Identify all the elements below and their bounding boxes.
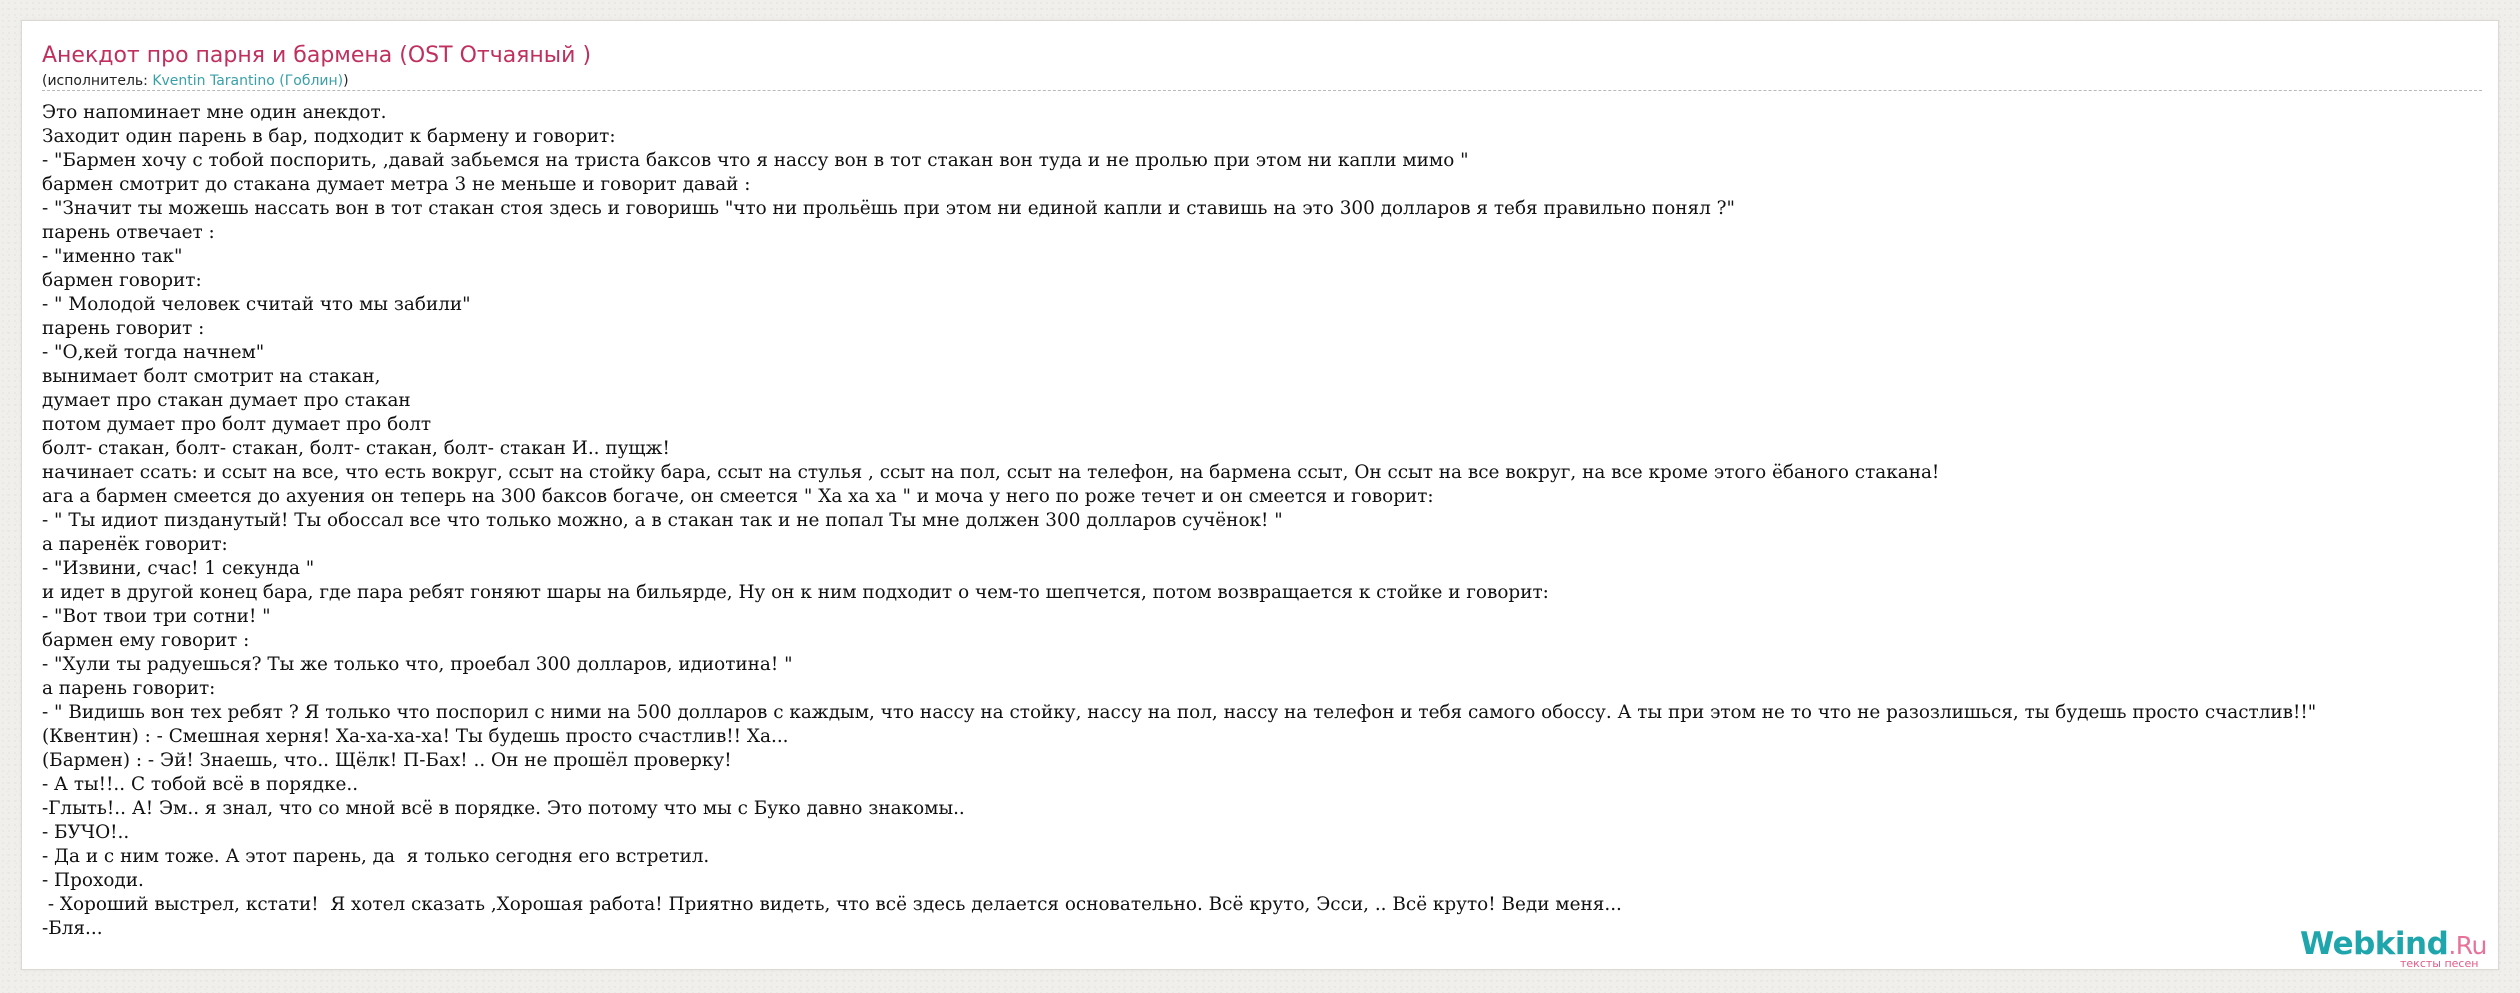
performer-line — [42, 72, 349, 90]
content-panel — [21, 20, 2499, 970]
performer-link[interactable]: Kventin Tarantino (Гоблин) — [152, 73, 344, 89]
logo-tagline: тексты песен — [2400, 957, 2479, 970]
lyric-line: а паренёк говорит: — [42, 534, 228, 555]
lyric-line: Заходит один парень в бар, подходит к бармену и говорит: — [42, 126, 616, 147]
lyric-line: - "О,кей тогда начнем" — [42, 342, 265, 363]
lyric-line: думает про стакан думает про стакан — [42, 390, 411, 411]
lyric-line: бармен ему говорит : — [42, 630, 250, 651]
lyric-line: парень говорит : — [42, 318, 205, 339]
logo-name: Webkind — [2300, 926, 2449, 962]
lyric-line: парень отвечает : — [42, 222, 215, 243]
lyric-line: вынимает болт смотрит на стакан, — [42, 366, 381, 387]
lyric-line: - " Молодой человек считай что мы забили" — [42, 294, 471, 315]
lyric-line: Это напоминает мне один анекдот. — [42, 102, 387, 123]
lyric-line: - "Хули ты радуешься? Ты же только что, проебал 300 долларов, идиотина! " — [42, 654, 793, 675]
logo-tld: .Ru — [2448, 931, 2487, 960]
lyric-line: потом думает про болт думает про болт — [42, 414, 432, 435]
lyric-line: (Квентин) : - Смешная херня! Ха-ха-ха-ха! Ты будешь просто счастлив!! Ха... — [42, 726, 789, 747]
lyric-line: - Хороший выстрел, кстати! Я хотел сказать ,Хорошая работа! Приятно видеть, что всё здесь делается основательно. Всё круто, Эсси, .. Всё круто! Веди меня... — [42, 894, 1622, 915]
lyric-line: болт- стакан, болт- стакан, болт- стакан, болт- стакан И.. пущж! — [42, 438, 670, 459]
page-title: Анекдот про парня и бармена (OST Отчаяный ) — [42, 43, 592, 68]
lyric-line: начинает ссать: и ссыт на все, что есть вокруг, ссыт на стойку бара, ссыт на стулья , ссыт на пол, ссыт на телефон, на бармена ссыт, Он ссыт на все вокруг, на все кроме этого ёбаного стакана! — [42, 462, 1940, 483]
lyric-line: и идет в другой конец бара, где пара ребят гоняют шары на бильярде, Ну он к ним подходит о чем-то шепчется, потом возвращается к стойке и говорит: — [42, 582, 1549, 603]
lyrics-text — [42, 101, 2482, 941]
lyric-line: (Бармен) : - Эй! Знаешь, что.. Щёлк! П-Бах! .. Он не прошёл проверку! — [42, 750, 732, 771]
lyric-line: -Глыть!.. А! Эм.. я знал, что со мной всё в порядке. Это потому что мы с Буко давно знакомы.. — [42, 798, 965, 819]
lyric-line: - Проходи. — [42, 870, 144, 891]
lyric-line: бармен говорит: — [42, 270, 202, 291]
lyric-line: - "Значит ты можешь нассать вон в тот стакан стоя здесь и говоришь "что ни прольёшь при этом ни единой капли и ставишь на это 300 долларов я тебя правильно понял ?" — [42, 198, 1735, 219]
lyric-line: -Бля... — [42, 918, 103, 939]
performer-prefix: (исполнитель: — [42, 73, 153, 89]
dashed-divider — [42, 90, 2482, 91]
lyric-line: - Да и с ним тоже. А этот парень, да я только сегодня его встретил. — [42, 846, 710, 867]
performer-suffix: ) — [343, 73, 349, 89]
lyric-line: - А ты!!.. С тобой всё в порядке.. — [42, 774, 359, 795]
lyric-line: - "Вот твои три сотни! " — [42, 606, 271, 627]
lyric-line: бармен смотрит до стакана думает метра 3 не меньше и говорит давай : — [42, 174, 751, 195]
lyric-line: - БУЧО!.. — [42, 822, 130, 843]
webkind-logo[interactable] — [2300, 926, 2500, 970]
lyric-line: - "Извини, счас! 1 секунда " — [42, 558, 315, 579]
lyric-line: - " Ты идиот пизданутый! Ты обоссал все что только можно, а в стакан так и не попал Ты мне должен 300 долларов сучёнок! " — [42, 510, 1283, 531]
lyric-line: ага а бармен смеется до ахуения он теперь на 300 баксов богаче, он смеется " Ха ха ха " и моча у него по роже течет и он смеется и говорит: — [42, 486, 1434, 507]
lyric-line: а парень говорит: — [42, 678, 216, 699]
lyric-line: - "Бармен хочу с тобой поспорить, ,давай забьемся на триста баксов что я нассу вон в тот стакан вон туда и не пролью при этом ни капли мимо " — [42, 150, 1469, 171]
lyric-line: - "именно так" — [42, 246, 183, 267]
lyric-line: - " Видишь вон тех ребят ? Я только что поспорил с ними на 500 долларов с каждым, что нассу на стойку, нассу на пол, нассу на телефон и тебя самого обоссу. А ты при этом не то что не разозлишься, ты будешь просто счастлив!!" — [42, 702, 2317, 723]
